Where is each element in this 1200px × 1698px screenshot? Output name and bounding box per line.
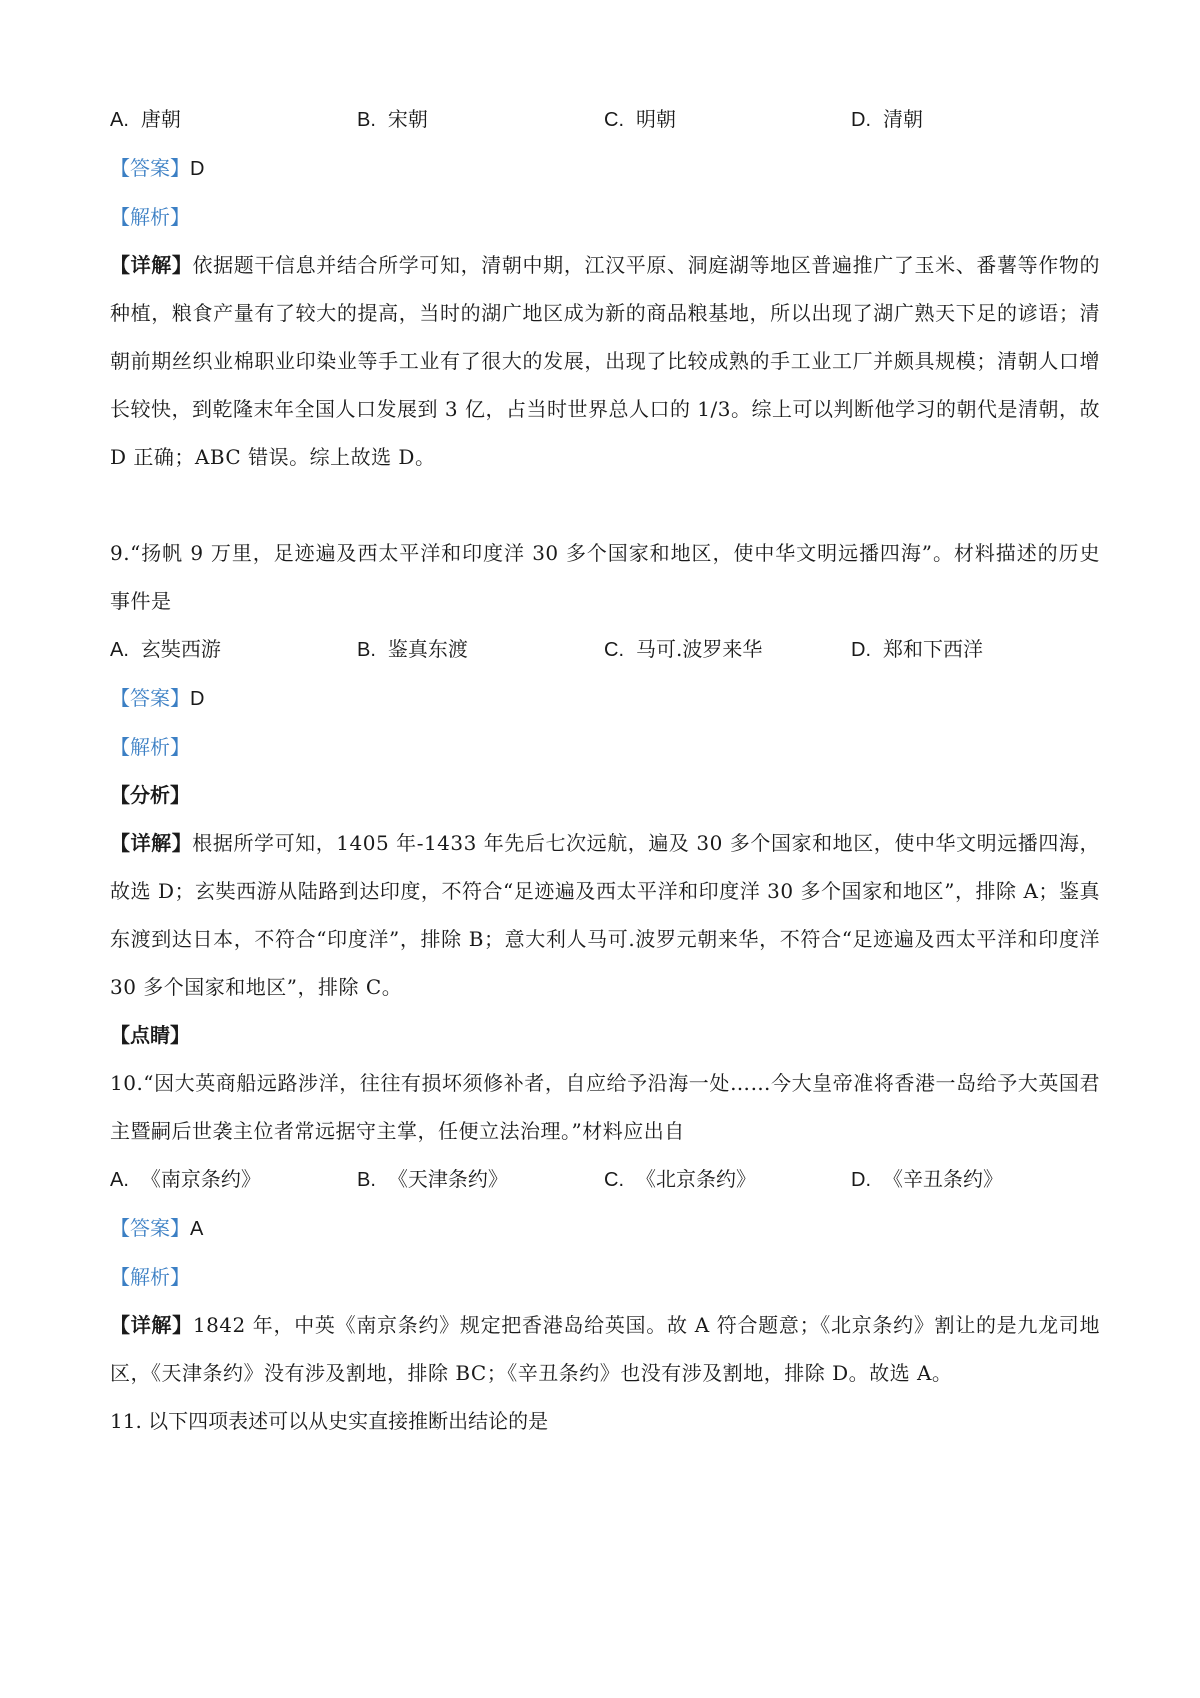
analysis-label: 【解析】 <box>110 1265 190 1289</box>
q10-answer <box>110 1204 1100 1253</box>
q9-stem: 9.“扬帆 9 万里，足迹遍及西太平洋和印度洋 30 多个国家和地区，使中华文明远播四海”。材料描述的历史事件是 <box>110 541 1100 613</box>
detail-text: 1842 年，中英《南京条约》规定把香港岛给英国。故 A 符合题意；《北京条约》割让的是九龙司地区，《天津条约》没有涉及割地，排除 BC；《辛丑条约》也没有涉及割地，排除 D。故选 A。 <box>110 1313 1101 1385</box>
q10-option-c: C. 《北京条约》 <box>604 1167 756 1191</box>
q10-options <box>110 1155 1100 1204</box>
q8-detail <box>110 241 1100 481</box>
dianjing-label: 【点睛】 <box>110 1023 190 1047</box>
answer-value: A <box>190 1218 204 1240</box>
analysis-label: 【解析】 <box>110 205 190 229</box>
answer-label: 【答案】 <box>110 1216 190 1240</box>
q9-option-d: D. 郑和下西洋 <box>851 637 983 661</box>
detail-label: 【详解】 <box>110 253 193 277</box>
q9-dianjing <box>110 1011 1100 1059</box>
q10-option-b: B. 《天津条约》 <box>357 1167 508 1191</box>
detail-text: 依据题干信息并结合所学可知，清朝中期，江汉平原、洞庭湖等地区普遍推广了玉米、番薯等作物的种植，粮食产量有了较大的提高，当时的湖广地区成为新的商品粮基地，所以出现了湖广熟天下足的谚语；清朝前期丝织业棉职业印染业等手工业有了很大的发展，出现了比较成熟的手工业工厂并颇具规模；清朝人口增长较快，到乾隆末年全国人口发展到 3 亿，占当时世界总人口的 1/3。综上可以判断他学习的朝代是清朝，故 D 正确；ABC 错误。综上故选 D。 <box>110 253 1101 469</box>
q9-detail <box>110 819 1100 1011</box>
q8-analysis <box>110 193 1100 241</box>
q11-stem: 11. 以下四项表述可以从史实直接推断出结论的是 <box>110 1409 549 1433</box>
q8-answer <box>110 144 1100 193</box>
detail-label: 【详解】 <box>110 1313 193 1337</box>
q9-option-a: A. 玄奘西游 <box>110 637 221 661</box>
document-page <box>110 95 1100 1445</box>
q9-options <box>110 625 1100 674</box>
q10-option-a: A. 《南京条约》 <box>110 1167 261 1191</box>
q9-fenxi <box>110 771 1100 819</box>
q8-option-a: A. 唐朝 <box>110 107 181 131</box>
detail-text: 根据所学可知，1405 年-1433 年先后七次远航，遍及 30 多个国家和地区，使中华文明远播四海，故选 D；玄奘西游从陆路到达印度，不符合“足迹遍及西太平洋和印度洋 30 多个国家和地区”，排除 A；鉴真东渡到达日本，不符合“印度洋”，排除 B；意大利人马可.波罗元朝来华，不符合“足迹遍及西太平洋和印度洋 30 多个国家和地区”，排除 C。 <box>110 831 1101 999</box>
answer-value: D <box>190 688 205 710</box>
spacer <box>110 481 1100 529</box>
q8-option-c: C. 明朝 <box>604 107 676 131</box>
answer-label: 【答案】 <box>110 156 190 180</box>
q8-options <box>110 95 1100 144</box>
q10-option-d: D. 《辛丑条约》 <box>851 1167 1003 1191</box>
fenxi-label: 【分析】 <box>110 783 190 807</box>
q8-option-b: B. 宋朝 <box>357 107 428 131</box>
q10-stem: 10.“因大英商船远路涉洋，往往有损坏须修补者，自应给予沿海一处……今大皇帝准将香港一岛给予大英国君主暨嗣后世袭主位者常远据守主掌，任便立法治理。”材料应出自 <box>110 1071 1100 1143</box>
analysis-label: 【解析】 <box>110 735 190 759</box>
answer-label: 【答案】 <box>110 686 190 710</box>
q9-option-c: C. 马可.波罗来华 <box>604 637 763 661</box>
q9-answer <box>110 674 1100 723</box>
q8-option-d: D. 清朝 <box>851 107 923 131</box>
q9-option-b: B. 鉴真东渡 <box>357 637 468 661</box>
answer-value: D <box>190 158 205 180</box>
q9-analysis <box>110 723 1100 771</box>
detail-label: 【详解】 <box>110 831 193 855</box>
q10-analysis <box>110 1253 1100 1301</box>
q10-detail <box>110 1301 1100 1397</box>
